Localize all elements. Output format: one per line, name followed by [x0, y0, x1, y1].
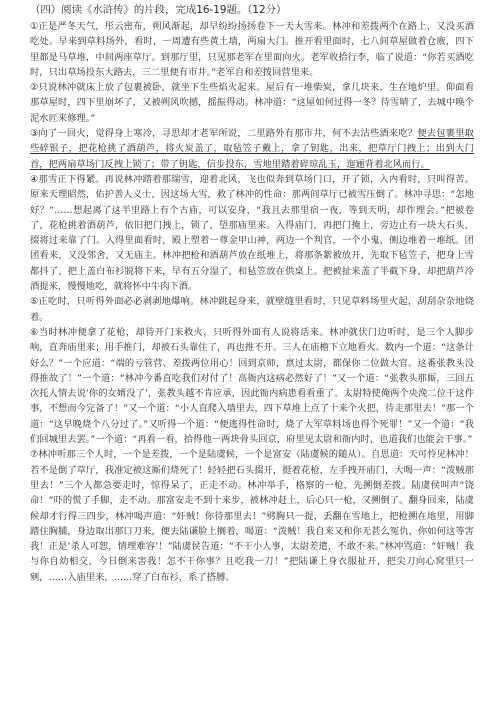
paragraph-5: ⑤正吃时，只听得外面必必剥剥地爆响。林冲跳起身来，就壁缝里看时，只见草料场里火起，刮刮杂杂地烧着。 — [30, 296, 474, 323]
paragraph-3: ③向了一回火，觉得身上寒冷，寻思却才老军所说，二里路外有那市井，何不去沽些酒来吃？便去包裹里取些碎银子，把花枪挑了酒葫芦，将火炭盖了，取毡笠子戴上，拿了钥匙，出来，把草厅门拽上；出到大门首，把两扇草场门反拽上锁了；带了钥匙，信步投东，雪地里踏着碎琼乱玉，迤逦背着北风而行。 — [30, 128, 474, 170]
paragraph-7: ⑦林冲听那三个人时，一个是差拨，一个是陆虞候，一个是富安（陆虞候的随从）。自思道：天可怜见林冲！若不是倒了草厅，我准定被这厮们烧死了！轻轻把石头掇开，挺着花枪，左手拽开庙门，大喝一声：“泼贼那里去！”三个人都急要走时，惊得呆了，正走不动。林冲举手，格察的一枪，先搠倒差拨。陆虞侯叫声“饶命！”吓的慌了手脚，走不动。那富安走不到十来步，被林冲赶上，后心只一枪，又搠倒了。翻身回来，陆虞候却才行得三四步，林冲喝声道：“奸贼！你待那里去！”劈胸只一提，丢翻在雪地上，把枪搠在地里，用脚踏住胸脯，身边取出那口刀来，便去陆谦脸上搁着，喝道：“泼贼！我自来又和你无甚么冤仇，你如何这等害我！正是‘杀人可恕，情理难容’！”陆虞侯告道：“不干小人事，太尉差遣，不敢不来。”林冲骂道：“奸贼！我与你自幼相交，今日倒来害我！怎不干你事？且吃我一刀！”把陆谦上身衣服扯开，把尖刀向心窝里只一剜，……入庙里来，……穿了白布衫，系了搭膊。 — [30, 449, 474, 583]
underlined-passage: 便去包裹里取些碎银子，把花枪挑了酒葫芦，将火炭盖了，取毡笠子戴上，拿了钥匙，出来，把草厅门拽上；出到大门首，把两扇草场门反拽上锁了；带了钥匙，信步投东，雪地里踏着碎琼乱玉，迤逦背着北风而行。 — [30, 128, 474, 170]
paragraph-2: ②只说林冲就床上放了包裹被卧，就坐下生些焰火起来。屋后有一堆柴炭，拿几块来，生在地炉里。仰面看那草屋时，四下里崩坏了，又被朔风吹撼，摇振得动。林冲道：“这屋如何过得一冬？待雪晴了，去城中唤个泥水匠来修理。” — [30, 82, 474, 124]
paragraph-1: ①正是严冬天气，彤云密布，朔风渐起，却早纷纷扬扬卷下一天大雪来。林冲和差拨两个在路上，又没买酒吃处。早来到草料场外，看时，一周遭有些黄土墙，两扇大门。推开看里面时，七八间草屋做着仓廒，四下里都是马草堆，中间两座草厅。到那厅里，只见那老军在里面向火。老军收拾行李，临了说道：“你若买酒吃时，只出草场投东大路去，三二里便有市井。”老军自和差拨回营里来。 — [30, 21, 474, 78]
paragraph-6: ⑥当时林冲便拿了花枪，却待开门来救火，只听得外面有人说将话来。林冲就伏门边听时，是三个人脚步响，直奔庙里来；用手推门，却被石头靠住了，再也推不开。三人在庙檐下立地看火。数内一个道：“这条计好么？”一个应道：“端的亏管营、差拨两位用心！回到京师，禀过太尉，都保你二位做大官。这番张教头没得推故了！”一个道：“林冲今番直吃我们对付了！高衙内这病必然好了！”又一个道：“张教头那厮，三回五次托人情去说‘你的女婿没了’，张教头越不肯应承，因此衙内病患看看重了。太尉特使俺两个央浼二位干这件事，不想而今完备了！”又一个道：“小人直爬入墙里去，四下草堆上点了十来个火把，待走那里去！”那一个道：“这早晚烧个八分过了。”又听得一个道：“便逃得性命时，烧了大军草料场也得个死罪！”又一个道：“我们回城里去罢。”一个道：“再看一看，拾得他一两块骨头回京，府里见太尉和衙内时，也道我们也能会干事。” — [30, 326, 474, 446]
section-heading: （四）阅读《水浒传》的片段，完成16-19题。（12分） — [30, 4, 287, 16]
paragraph-4: ④那雪正下得紧。再说林冲踏着那瑞雪，迎着北风，飞也似奔到草场门口，开了锁，入内看时，只叫得苦。原来天理昭然，佑护善人义士，因这场大雪，救了林冲的性命：那两间草厅已被雪压倒了。林冲寻思：“怎地好？”……想起离了这半里路上有个古庙，可以安身，“我且去那里宿一夜，等到天明，却作理会。”把被卷了，花枪挑着酒葫芦，依旧把门拽上，锁了，望那庙里来。入得庙门，再把门掩上，旁边止有一块大石头，掇将过来靠了门。入得里面看时，殿上塑着一尊金甲山神，两边一个判官，一个小鬼，侧边堆着一堆纸。团团看来，又没邻舍，又无庙主。林冲把枪和酒葫芦放在纸堆上，将那条絮被放开，先取下毡笠子，把身上雪都抖了，把上盖白布衫脱将下来，早有五分湿了，和毡笠放在供桌上。把被扯来盖了半截下身，却把葫芦冷酒提来，慢慢地吃，就将怀中牛肉下酒。 — [30, 173, 474, 293]
